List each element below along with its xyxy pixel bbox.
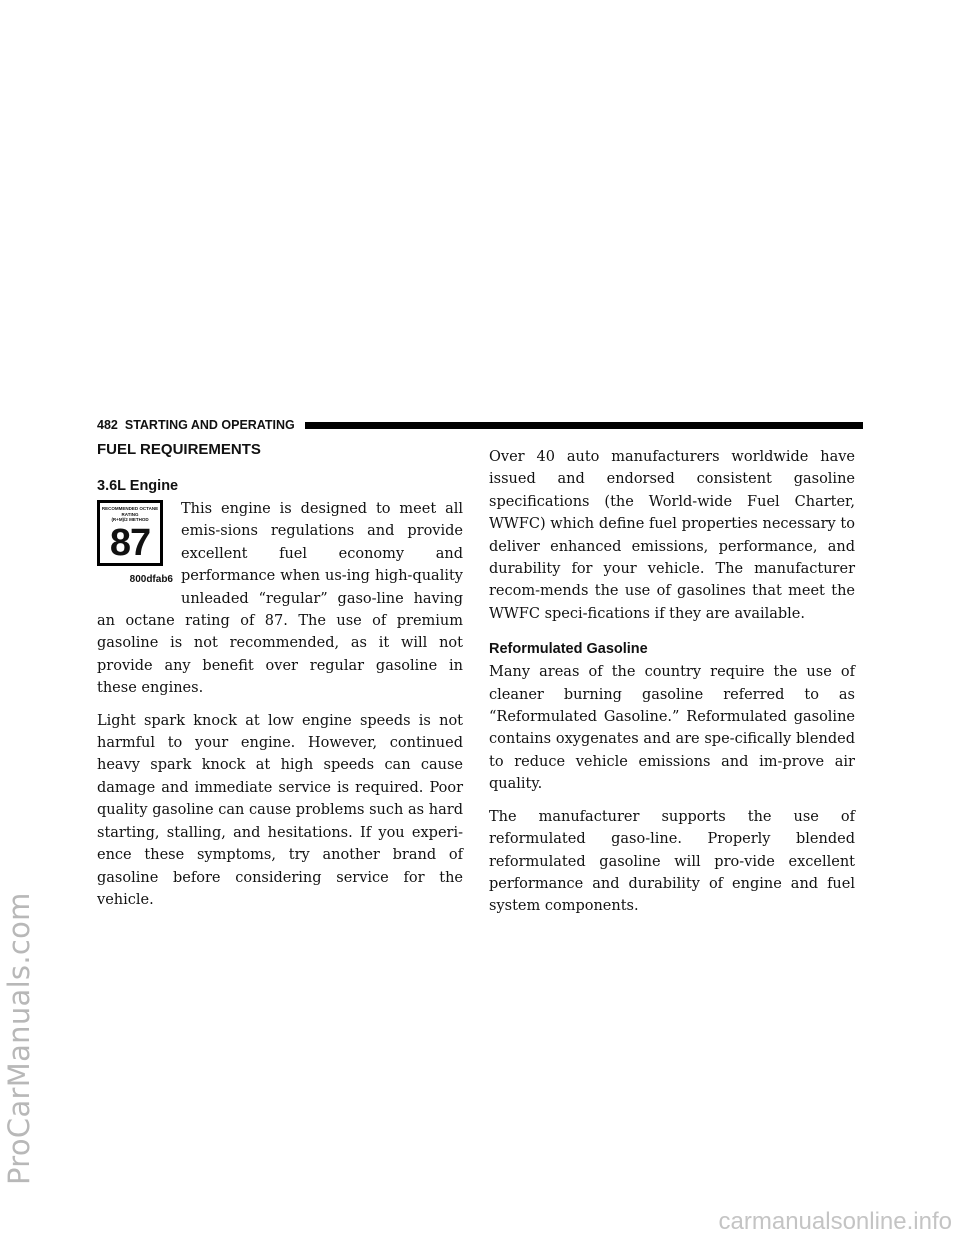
octane-label-line1: RECOMMENDED OCTANE RATING bbox=[101, 506, 159, 517]
page-number: 482 bbox=[97, 418, 118, 432]
octane-label-icon bbox=[97, 500, 163, 566]
octane-figure bbox=[97, 500, 173, 591]
paragraph-spark-knock: Light spark knock at low engine speeds is not harmful to your engine. However, continued heavy spark knock at high speeds can cause damage and immediate service is required. Poor quality gasoline can cause problems such as hard starting, stalling, and hesitations. If you experi-ence these symptoms, try another brand of gasoline before considering service for the vehicle. bbox=[97, 712, 463, 908]
octane-label-line2: (R+M)/2 METHOD bbox=[111, 517, 149, 522]
section-title: FUEL REQUIREMENTS bbox=[97, 441, 261, 458]
running-header bbox=[97, 418, 863, 432]
bottom-watermark: carmanualsonline.info bbox=[718, 1208, 952, 1235]
reformulated-subtitle: Reformulated Gasoline bbox=[489, 641, 648, 658]
paragraph-reformulated-2: The manufacturer supports the use of reformulated gaso-line. Properly blended reformulated gasoline will pro-vide excellent performance and durability of engine and fuel system components. bbox=[489, 808, 855, 915]
paragraph-wwfc: Over 40 auto manufacturers worldwide have issued and endorsed consistent gasoline specifications (the World-wide Fuel Charter, WWFC) which define fuel properties necessary to deliver enhanced emissions, performance, and durability for your vehicle. The manufacturer recom-mends the use of gasolines that meet the WWFC speci-fications if they are available. bbox=[489, 449, 855, 622]
figure-code: 800dfab6 bbox=[129, 574, 173, 585]
right-column bbox=[489, 446, 855, 928]
side-watermark: ProCarManuals.com bbox=[2, 892, 36, 1185]
header-rule bbox=[305, 422, 863, 429]
left-column bbox=[97, 440, 463, 921]
engine-subtitle: 3.6L Engine bbox=[97, 478, 179, 494]
paragraph-engine: This engine is designed to meet all emis-sions regulations and provide excellent fuel economy and performance when us-ing high-quality unleaded “regular” gaso-line having an octane rating of 87. The use of premium gasoline is not recommended, as it will not provide any benefit over regular gasoline in these engines. bbox=[97, 501, 463, 697]
octane-number: 87 bbox=[109, 521, 151, 564]
paragraph-reformulated-1: Many areas of the country require the use of cleaner burning gasoline referred to as “Reformulated Gasoline.” Reformulated gasoline contains oxygenates and are spe-cifically blended to reduce vehicle emissions and im-prove air quality. bbox=[489, 664, 855, 793]
section-name: STARTING AND OPERATING bbox=[124, 418, 295, 432]
